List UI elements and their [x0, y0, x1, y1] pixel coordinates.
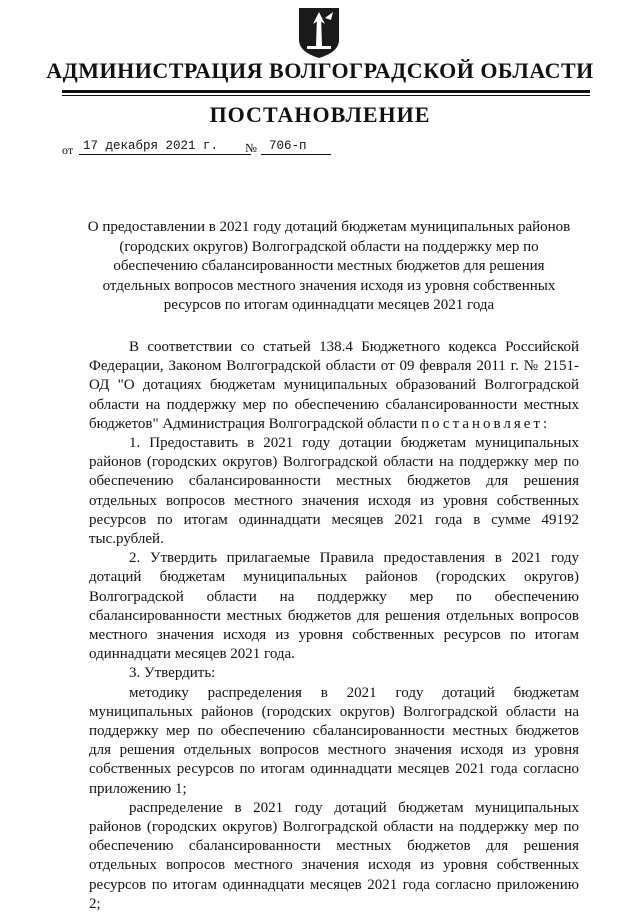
document-meta [62, 139, 362, 159]
volgograd-emblem-icon [295, 6, 343, 60]
body-item-2: 2. Утвердить прилагаемые Правила предоставления в 2021 году дотаций бюджетам муниципальных районов (городских округов) Волгоградской области на поддержку мер по обеспечению сбалансированности местных бюджетов для решения отдельных вопросов местного значения исходя из уровня собственных ресурсов по итогам одиннадцати месяцев 2021 года. [89, 550, 579, 663]
number-label: № [245, 141, 257, 155]
document-number: 706-п [261, 139, 331, 155]
document-date: 17 декабря 2021 г. [79, 139, 251, 155]
header-rule-thin [62, 95, 590, 96]
body-item-1: 1. Предоставить в 2021 году дотации бюджетам муниципальных районов (городских округов) Волгоградской области на поддержку мер по обеспечению сбалансированности местных бюджетов для решения отдельных вопросов местного значения исходя из уровня собственных ресурсов по итогам одиннадцати месяцев 2021 года в сумме 49192 тыс.рублей. [89, 435, 579, 548]
header-rule-thick [62, 90, 590, 93]
body-item-3-distribution: распределение в 2021 году дотаций бюджетам муниципальных районов (городских округов) Волгоградской области на поддержку мер по обеспечению сбалансированности местных бюджетов для решения отдельных вопросов местного значения исходя из уровня собственных ресурсов по итогам одиннадцати месяцев 2021 года согласно приложению 2; [89, 799, 579, 912]
document-body [89, 338, 579, 914]
document-subject: О предоставлении в 2021 году дотаций бюджетам муниципальных районов (городских округов) Волгоградской области на поддержку мер по обеспечению сбалансированности местных бюджетов для решения отдельных вопросов местного значения исходя из уровня собственных ресурсов по итогам одиннадцати месяцев 2021 года [87, 219, 571, 313]
preamble-paragraph [89, 338, 579, 434]
organization-title: АДМИНИСТРАЦИЯ ВОЛГОГРАДСКОЙ ОБЛАСТИ [46, 58, 594, 83]
body-item-3: 3. Утвердить: [129, 665, 216, 682]
document-type: ПОСТАНОВЛЕНИЕ [209, 102, 431, 127]
decree-word: постановляет: [421, 415, 551, 432]
body-item-3-methodology: методику распределения в 2021 году дотаций бюджетам муниципальных районов (городских округов) Волгоградской области на поддержку мер по обеспечению сбалансированности местных бюджетов для решения отдельных вопросов местного значения исходя из уровня собственных ресурсов по итогам одиннадцати месяцев 2021 года согласно приложению 1; [89, 684, 579, 797]
preamble-text: В соответствии со статьей 138.4 Бюджетного кодекса Российской Федерации, Законом Волгоградской области от 09 февраля 2011 г. № 2151-ОД "О дотациях бюджетам муниципальных образований Волгоградской области на поддержку мер по обеспечению сбалансированности местных бюджетов" Администрация Волгоградской области [89, 339, 579, 432]
date-label: от [62, 143, 74, 157]
